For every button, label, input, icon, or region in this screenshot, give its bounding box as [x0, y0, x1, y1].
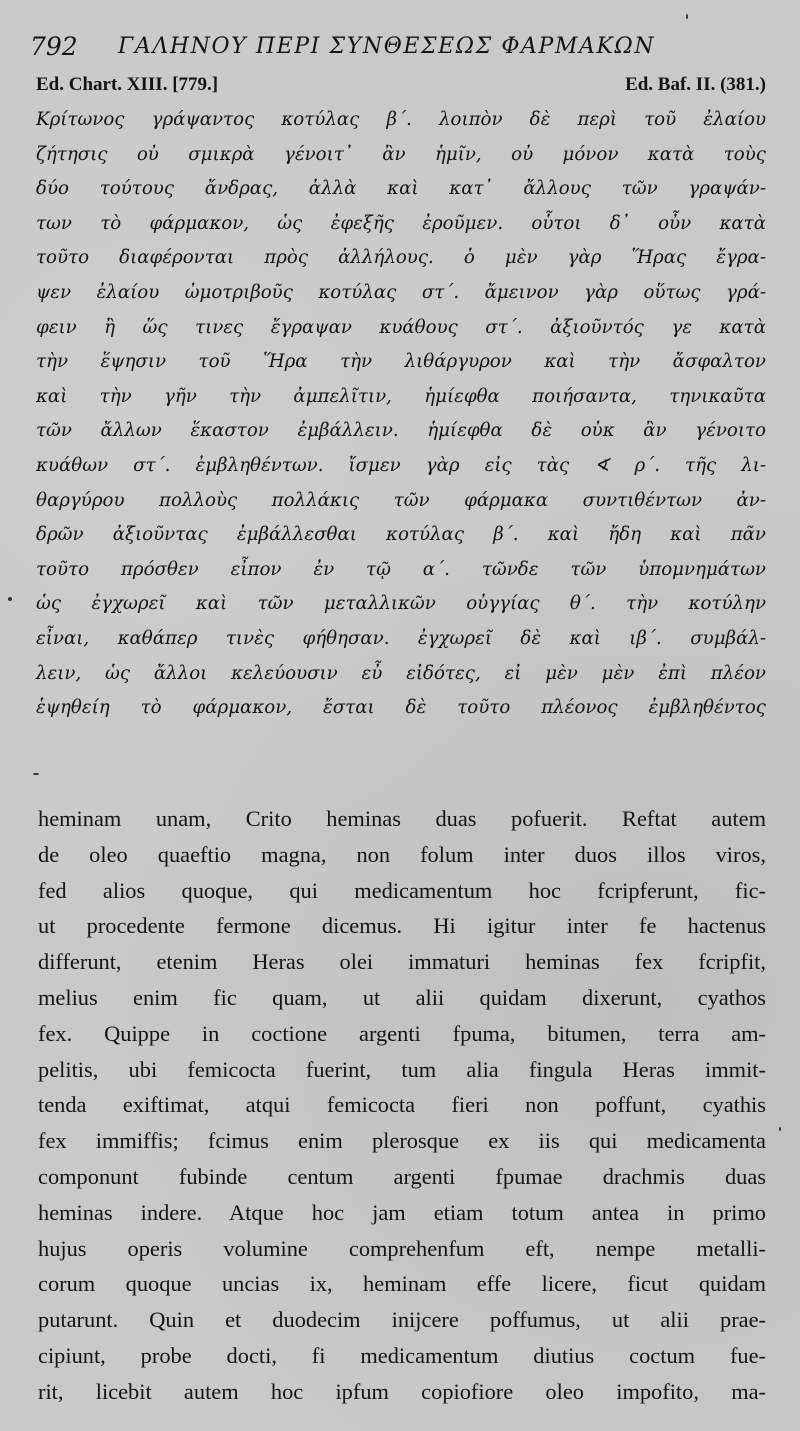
running-head	[30, 30, 770, 64]
latin-text-line: heminam unam, Crito heminas duas pofuerit. Reftat autem	[38, 806, 766, 831]
greek-text-line: λειν, ὡς ἄλλοι κελεύουσιν εὖ εἰδότες, εἰ μὲν μὲν ἐπὶ πλέον	[36, 662, 766, 684]
latin-text-line: heminas indere. Atque hoc jam etiam totum antea in primo	[38, 1199, 766, 1225]
greek-text-line: των τὸ φάρμακον, ὡς ἐφεξῆς ἐροῦμεν. οὗτοι δ᾽ οὖν κατὰ	[36, 212, 766, 234]
edition-reference-chartier: Ed. Chart. XIII. [779.]	[36, 74, 219, 95]
greek-text-line: δρῶν ἀξιοῦντας ἐμβάλλεσθαι κοτύλας β΄. καὶ ἤδη καὶ πᾶν	[36, 524, 766, 546]
latin-text-block	[38, 801, 766, 1410]
latin-text-line: cipiunt, probe docti, fi medicamentum diutius coctum fue-	[38, 1342, 766, 1368]
greek-text-line: καὶ τὴν γῆν τὴν ἀμπελῖτιν, ἡμίεφθα ποιήσαντα, τηνικαῦτα	[36, 385, 766, 407]
page-number: 792	[30, 32, 78, 61]
greek-text-line: ζήτησις οὐ σμικρὰ γένοιτ᾽ ἂν ἡμῖν, οὐ μόνον κατὰ τοὺς	[36, 143, 766, 165]
running-title: ΓΑΛΗΝΟΥ ΠΕΡΙ ΣΥΝΘΕΣΕΩΣ ΦΑΡΜΑΚΩΝ	[118, 34, 656, 59]
latin-text-line: differunt, etenim Heras olei immaturi heminas fex fcripfit,	[38, 949, 766, 975]
greek-text-line: ὡς ἐγχωρεῖ καὶ τῶν μεταλλικῶν οὐγγίας θ΄. τὴν κοτύλην	[36, 593, 766, 615]
greek-text-line: ἑψηθείη τὸ φάρμακον, ἔσται δὲ τοῦτο πλέονος ἐμβληθέντος	[36, 697, 766, 719]
greek-text-line: κυάθων στ΄. ἐμβληθέντων. ἴσμεν γὰρ εἰς τὰς ∢ ρ΄. τῆς λι-	[36, 454, 766, 476]
paper-speck	[686, 14, 688, 19]
latin-text-line: putarunt. Quin et duodecim inijcere poffumus, ut alii prae-	[38, 1307, 766, 1333]
latin-text-line: corum quoque uncias ix, heminam effe licere, ficut quidam	[38, 1271, 766, 1297]
latin-text-line: hujus operis volumine comprehenfum eft, nempe metalli-	[38, 1235, 766, 1261]
greek-text-line: θαργύρου πολλοὺς πολλάκις τῶν φάρμακα συντιθέντων ἀν-	[36, 489, 766, 511]
latin-text-line: fex immiffis; fcimus enim plerosque ex iis qui medicamenta	[38, 1128, 766, 1154]
greek-text-line: εἶναι, καθάπερ τινὲς φήθησαν. ἐγχωρεῖ δὲ καὶ ιβ΄. συμβάλ-	[36, 627, 766, 649]
greek-text-line: τοῦτο πρόσθεν εἶπον ἐν τῷ α΄. τῶνδε τῶν ὑπομνημάτων	[36, 558, 766, 580]
greek-text-line: τὴν ἕψησιν τοῦ Ἥρα τὴν λιθάργυρον καὶ τὴν ἄσφαλτον	[36, 351, 766, 373]
latin-text-line: de oleo quaeftio magna, non folum inter duos illos viros,	[38, 841, 766, 867]
edition-references	[36, 74, 766, 98]
latin-text-line: pelitis, ubi femicocta fuerint, tum alia fingula Heras immit-	[38, 1056, 766, 1082]
greek-text-line: ψεν ἐλαίου ὠμοτριβοῦς κοτύλας στ΄. ἄμεινον γὰρ οὕτως γρά-	[36, 281, 766, 303]
latin-text-line: tenda exiftimat, atqui femicocta fieri non poffunt, cyathis	[38, 1092, 766, 1118]
latin-text-line: componunt fubinde centum argenti fpumae drachmis duas	[38, 1163, 766, 1189]
latin-text-line: fed alios quoque, qui medicamentum hoc fcripferunt, fic-	[38, 877, 766, 903]
edition-reference-basel: Ed. Baf. II. (381.)	[625, 74, 766, 95]
greek-text-line: δύο τούτους ἄνδρας, ἀλλὰ καὶ κατ᾽ ἄλλους τῶν γραψάν-	[36, 178, 766, 200]
latin-text-line: rit, licebit autem hoc ipfum copiofiore oleo impofito, ma-	[38, 1378, 766, 1404]
greek-text-block	[36, 103, 766, 726]
latin-text-line: ut procedente fermone dicemus. Hi igitur inter fe hactenus	[38, 913, 766, 939]
greek-text-line: τῶν ἄλλων ἕκαστον ἐμβάλλειν. ἡμίεφθα δὲ οὐκ ἂν γένοιτο	[36, 420, 766, 442]
greek-text-line: Κρίτωνος γράψαντος κοτύλας β΄. λοιπὸν δὲ περὶ τοῦ ἐλαίου	[36, 109, 766, 130]
greek-text-line: φειν ἢ ὥς τινες ἔγραψαν κυάθους στ΄. ἀξιοῦντός γε κατὰ	[36, 316, 766, 338]
latin-text-line: melius enim fic quam, ut alii quidam dixerunt, cyathos	[38, 984, 766, 1010]
greek-text-line: τοῦτο διαφέρονται πρὸς ἀλλήλους. ὁ μὲν γὰρ Ἥρας ἔγρα-	[36, 247, 766, 269]
latin-text-line: fex. Quippe in coctione argenti fpuma, bitumen, terra am-	[38, 1020, 766, 1046]
paper-speck	[779, 1127, 781, 1131]
paper-speck	[33, 773, 39, 775]
paper-speck	[8, 597, 12, 601]
